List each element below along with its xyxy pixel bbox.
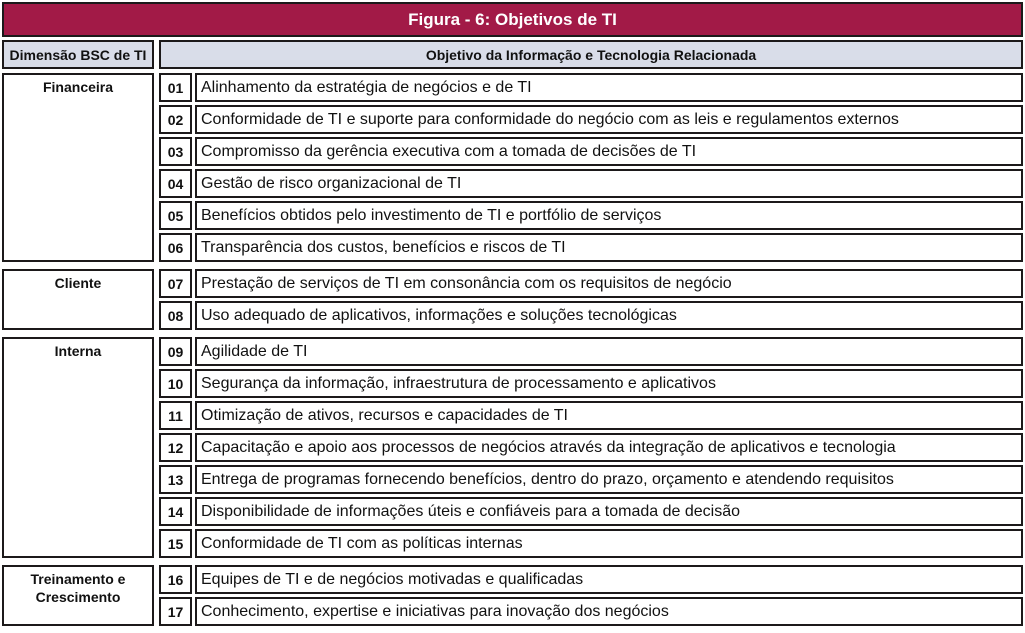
objective-number: 05 — [159, 201, 192, 230]
table-row — [159, 369, 1023, 398]
objective-number: 17 — [159, 597, 192, 626]
group-rows — [159, 73, 1023, 262]
objective-text: Conformidade de TI e suporte para conformidade do negócio com as leis e regulamentos externos — [195, 105, 1023, 134]
table-row — [159, 337, 1023, 366]
group-rows — [159, 565, 1023, 626]
table-header-row — [2, 40, 1023, 69]
objective-text: Uso adequado de aplicativos, informações e soluções tecnológicas — [195, 301, 1023, 330]
table-row — [159, 433, 1023, 462]
table-row — [159, 465, 1023, 494]
dimension-group — [2, 565, 1023, 626]
objective-text: Entrega de programas fornecendo benefícios, dentro do prazo, orçamento e atendendo requisitos — [195, 465, 1023, 494]
column-header-dimension: Dimensão BSC de TI — [2, 40, 154, 69]
table-row — [159, 73, 1023, 102]
table-row — [159, 269, 1023, 298]
objective-number: 03 — [159, 137, 192, 166]
table-row — [159, 497, 1023, 526]
objective-text: Compromisso da gerência executiva com a tomada de decisões de TI — [195, 137, 1023, 166]
objective-text: Prestação de serviços de TI em consonância com os requisitos de negócio — [195, 269, 1023, 298]
figure-table — [2, 2, 1023, 629]
figure-title-bar — [2, 2, 1023, 37]
table-row — [159, 233, 1023, 262]
objective-text: Conhecimento, expertise e iniciativas para inovação dos negócios — [195, 597, 1023, 626]
objective-number: 14 — [159, 497, 192, 526]
group-rows — [159, 337, 1023, 558]
objective-text: Equipes de TI e de negócios motivadas e qualificadas — [195, 565, 1023, 594]
figure-title: Figura - 6: Objetivos de TI — [408, 9, 617, 29]
objective-number: 11 — [159, 401, 192, 430]
column-header-objective: Objetivo da Informação e Tecnologia Relacionada — [159, 40, 1023, 69]
objective-number: 06 — [159, 233, 192, 262]
table-body — [2, 73, 1023, 629]
dimension-group — [2, 269, 1023, 330]
objective-number: 15 — [159, 529, 192, 558]
objective-number: 01 — [159, 73, 192, 102]
objective-text: Segurança da informação, infraestrutura de processamento e aplicativos — [195, 369, 1023, 398]
objective-number: 12 — [159, 433, 192, 462]
objective-text: Agilidade de TI — [195, 337, 1023, 366]
objective-text: Otimização de ativos, recursos e capacidades de TI — [195, 401, 1023, 430]
group-rows — [159, 269, 1023, 330]
table-row — [159, 401, 1023, 430]
objective-number: 02 — [159, 105, 192, 134]
objective-number: 08 — [159, 301, 192, 330]
table-row — [159, 597, 1023, 626]
objective-text: Alinhamento da estratégia de negócios e de TI — [195, 73, 1023, 102]
objective-text: Transparência dos custos, benefícios e riscos de TI — [195, 233, 1023, 262]
table-row — [159, 529, 1023, 558]
objective-number: 07 — [159, 269, 192, 298]
table-row — [159, 565, 1023, 594]
table-row — [159, 137, 1023, 166]
dimension-cell: Financeira — [2, 73, 154, 262]
objective-text: Disponibilidade de informações úteis e confiáveis para a tomada de decisão — [195, 497, 1023, 526]
table-row — [159, 105, 1023, 134]
objective-text: Conformidade de TI com as políticas internas — [195, 529, 1023, 558]
dimension-cell: Cliente — [2, 269, 154, 330]
table-row — [159, 301, 1023, 330]
table-row — [159, 169, 1023, 198]
table-row — [159, 201, 1023, 230]
objective-text: Gestão de risco organizacional de TI — [195, 169, 1023, 198]
dimension-group — [2, 73, 1023, 262]
objective-text: Benefícios obtidos pelo investimento de TI e portfólio de serviços — [195, 201, 1023, 230]
objective-text: Capacitação e apoio aos processos de negócios através da integração de aplicativos e tecnologia — [195, 433, 1023, 462]
objective-number: 04 — [159, 169, 192, 198]
objective-number: 09 — [159, 337, 192, 366]
dimension-cell: Interna — [2, 337, 154, 558]
dimension-group — [2, 337, 1023, 558]
dimension-cell: Treinamento e Crescimento — [2, 565, 154, 626]
objective-number: 13 — [159, 465, 192, 494]
objective-number: 16 — [159, 565, 192, 594]
objective-number: 10 — [159, 369, 192, 398]
